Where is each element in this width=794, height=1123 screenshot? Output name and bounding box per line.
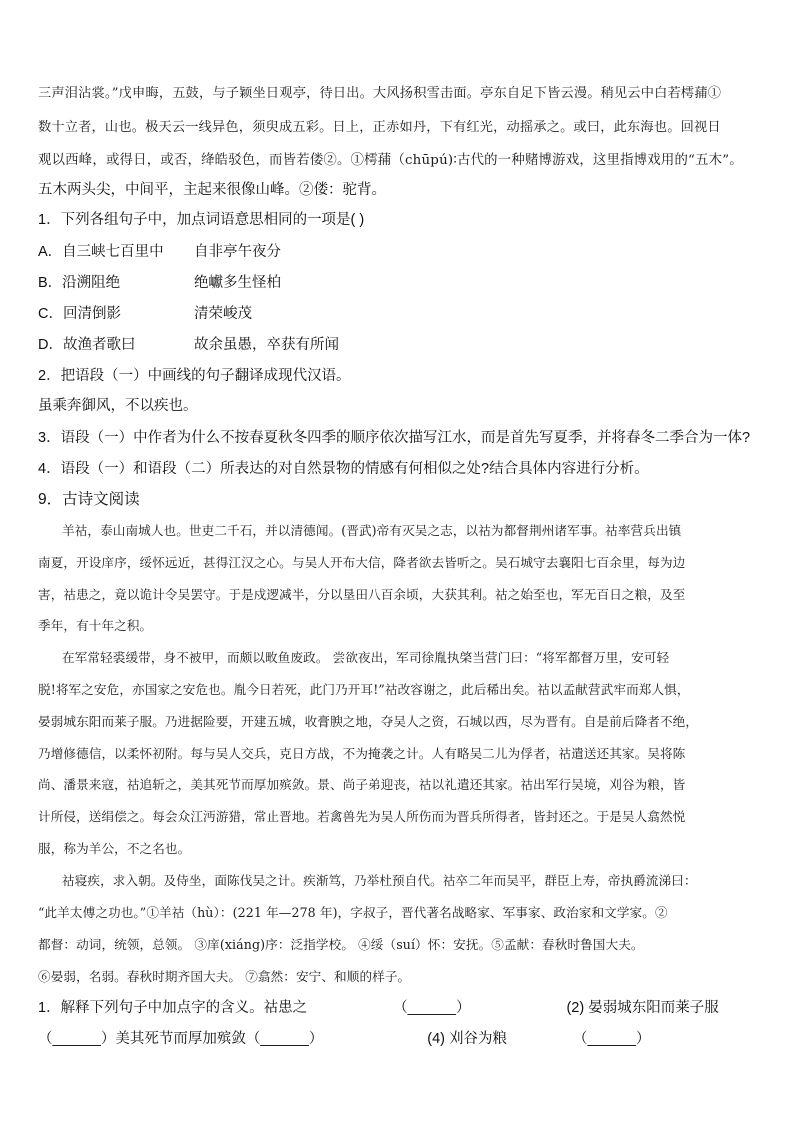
passage2-p2-line-6: 计所侵，送绢偿之。每会众江沔游猎，常止晋地。若禽兽先为吴人所伤而为晋兵所得者，皆封还之。于是吴人翕然悦: [38, 809, 686, 824]
question-2: 2．把语段（一）中画线的句子翻译成现代汉语。: [38, 368, 351, 384]
passage2-p3-line-1: 祜寝疾，求入朝。及侍坐，面陈伐吴之计。疾渐笃，乃举杜预自代。祜卒二年而吴平，群臣上寿，帝执爵流涕曰：: [62, 873, 697, 888]
passage2-p1-line-4: 季年，有十年之积。: [38, 618, 153, 633]
passage1-line-1: 三声泪沾裳。”戊申晦，五鼓，与子颖坐日观亭，待日出。大风扬积雪击面。亭东自足下皆云漫。稍见云中白若樗蒱①: [38, 86, 722, 101]
answer-blank-1[interactable]: （______）: [393, 1000, 471, 1016]
passage1-line-4: 五木两头尖，中间平，主起来很像山峰。②偻：驼背。: [38, 182, 386, 198]
passage2-p2-line-3: 晏弱城东阳而莱子服。乃进据险要，开建五城，收膏腴之地，夺吴人之资，石城以西，尽为晋有。自是前后降者不绝，: [38, 714, 699, 729]
option-c-right: 清荣峻茂: [194, 306, 252, 322]
question-1: 1．下列各组句子中，加点词语意思相同的一项是( ): [38, 212, 365, 228]
answer-blank-3[interactable]: （______）: [245, 1031, 324, 1047]
option-d: [38, 333, 758, 354]
passage2-p3-line-4: ⑥晏弱，名弱。春秋时期齐国大夫。 ⑦翕然：安宁、和顺的样子。: [38, 969, 411, 984]
passage2-p1-line-1: 羊祜，泰山南城人也。世吏二千石，并以清德闻。(晋武)帝有灭吴之志，以祜为都督荆州诸军事。祜率营兵出镇: [62, 523, 682, 538]
passage2-p2-line-1: 在军常轻裘缓带，身不被甲，而颇以畋鱼废政。 尝欲夜出，军司徐胤执棨当营门曰：“将军都督万里，安可轻: [62, 650, 670, 665]
question-2-1-label: 1．解释下列句子中加点字的含义。祜患之: [38, 1000, 308, 1016]
passage2-p1-line-3: 害，祜患之，竟以诡计令吴罢守。于是戍逻减半，分以垦田八百余顷，大获其利。祜之始至也，军无百日之粮，及至: [38, 587, 686, 602]
answer-blank-4[interactable]: （______）: [573, 1031, 651, 1047]
question-2-sentence: 虽乘奔御风，不以疾也。: [38, 398, 198, 414]
question-2-1-item-2: (2) 晏弱城东阳而莱子服: [566, 1000, 719, 1016]
question-4: 4．语段（一）和语段（二）所表达的对自然景物的情感有何相似之处?结合具体内容进行分析。: [38, 461, 649, 477]
option-a-left: A．自三峡七百里中: [38, 244, 164, 260]
question-2-1-item-3: 美其死节而厚加殡敛: [115, 1031, 246, 1047]
option-c: [38, 302, 758, 323]
passage1-line-2: 数十立者，山也。极天云一线异色，须臾成五彩。日上，正赤如丹，下有红光，动摇承之。或曰，此东海也。回视日: [38, 120, 721, 135]
passage2-p2-line-5: 尚、潘景来寇，祜追斩之，美其死节而厚加殡敛。景、尚子弟迎丧，祜以礼遣还其家。祜出军行吴境，刈谷为粮，皆: [38, 777, 686, 792]
section-9-title: 9．古诗文阅读: [38, 491, 140, 508]
question-2-1-row-2: [38, 1027, 758, 1048]
passage2-p2-line-2: 脱!将军之安危，亦国家之安危也。胤今日若死，此门乃开耳!”祜改容谢之，此后稀出矣。祜以孟献营武牢而郑人惧，: [38, 682, 690, 697]
option-a-right: 自非亭午夜分: [194, 244, 281, 260]
passage2-p3-line-2: “此羊太傅之功也。”①羊祜（hù）：(221 年—278 年)，字叔子，晋代著名战略家、军事家、政治家和文学家。②: [38, 905, 668, 920]
passage2-p3-line-3: 都督：动词，统领，总领。 ③庠(xiáng)序：泛指学校。 ④绥（suí）怀：安抚。⑤孟献：春秋时鲁国大夫。: [38, 937, 644, 952]
option-a: [38, 240, 758, 261]
answer-blank-2[interactable]: （______）: [38, 1031, 116, 1047]
option-b: [38, 271, 758, 292]
option-b-right: 绝巘多生怪柏: [194, 275, 281, 291]
passage2-p2-line-7: 服，称为羊公，不之名也。: [38, 841, 191, 856]
passage2-p2-line-4: 乃增修德信，以柔怀初附。每与吴人交兵，克日方战，不为掩袭之计。人有略吴二儿为俘者，祜遣送还其家。吴将陈: [38, 746, 686, 761]
passage1-line-3: 观以西峰，或得日，或否，绛皓驳色，而皆若偻②。①樗蒱（chūpú)∶古代的一种赌博游戏，这里指博戏用的“五木”。: [38, 153, 743, 168]
passage2-p1-line-2: 南夏，开设庠序，绥怀远近，甚得江汉之心。与吴人开布大信，降者欲去皆听之。吴石城守去襄阳七百余里，每为边: [38, 555, 686, 570]
question-2-1-row-1: [38, 996, 758, 1017]
option-d-right: 故余虽愚，卒获有所闻: [194, 337, 339, 353]
question-3: 3．语段（一）中作者为什么不按春夏秋冬四季的顺序依次描写江水，而是首先写夏季，并将春冬二季合为一体?: [38, 430, 751, 446]
option-c-left: C．回清倒影: [38, 306, 121, 322]
option-b-left: B．沿溯阻绝: [38, 275, 121, 291]
question-2-1-item-4: (4) 刈谷为粮: [427, 1031, 508, 1047]
option-d-left: D．故渔者歌曰: [38, 337, 136, 353]
